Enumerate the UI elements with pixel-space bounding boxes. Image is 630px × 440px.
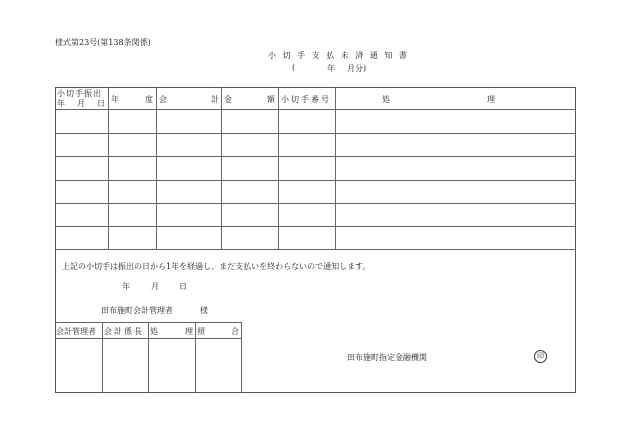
header-date-month: 月: [77, 99, 85, 108]
divider: [55, 180, 576, 181]
header-check-number: 小切手番号: [281, 95, 331, 104]
header-fiscal-year: 年: [111, 95, 119, 104]
period-year: 年: [327, 64, 335, 73]
header-processing: 理: [487, 95, 495, 104]
divider: [55, 133, 576, 134]
divider: [335, 87, 336, 249]
header-date-year: 年: [57, 99, 65, 108]
divider: [102, 322, 103, 393]
date-month: 月: [151, 282, 159, 291]
divider: [195, 322, 196, 393]
header-date: 小切手振出: [57, 89, 102, 98]
approval-accounting-manager: 会計管理者: [56, 327, 96, 336]
period-open: (: [292, 63, 296, 72]
date-day: 日: [179, 282, 187, 291]
header-amount: 金: [224, 95, 232, 104]
approval-verification: 合: [231, 327, 239, 336]
divider: [55, 109, 576, 110]
document-title: 小 切 手 支 払 未 済 通 知 書: [268, 51, 409, 60]
approval-verification: 照: [197, 327, 205, 336]
divider: [55, 156, 576, 157]
divider: [55, 249, 576, 250]
honorific: 様: [200, 306, 208, 315]
header-account: 計: [211, 95, 219, 104]
addressee: 田布施町会計管理者: [101, 306, 173, 315]
sender-name: 田布施町指定金融機関: [347, 353, 427, 362]
period-month: 月分): [347, 64, 367, 73]
divider: [55, 226, 576, 227]
divider: [221, 87, 222, 249]
approval-chief: 会計係長: [104, 327, 144, 336]
header-date-day: 日: [97, 99, 105, 108]
notice-text: 上記の小切手は振出の日から1年を経過し、まだ支払いを終わらないので通知します。: [62, 262, 371, 271]
divider: [55, 203, 576, 204]
divider: [148, 322, 149, 393]
date-year: 年: [122, 282, 130, 291]
divider: [156, 87, 157, 249]
divider: [241, 322, 242, 393]
seal-mark: 印: [534, 350, 547, 363]
header-processing: 処: [382, 95, 390, 104]
divider: [108, 87, 109, 249]
divider: [278, 87, 279, 249]
header-amount: 額: [267, 95, 275, 104]
approval-processing: 処: [150, 327, 158, 336]
header-fiscal-year: 度: [145, 95, 153, 104]
form-number: 様式第23号(第138条関係): [55, 38, 151, 47]
approval-processing: 理: [185, 327, 193, 336]
header-account: 会: [159, 95, 167, 104]
